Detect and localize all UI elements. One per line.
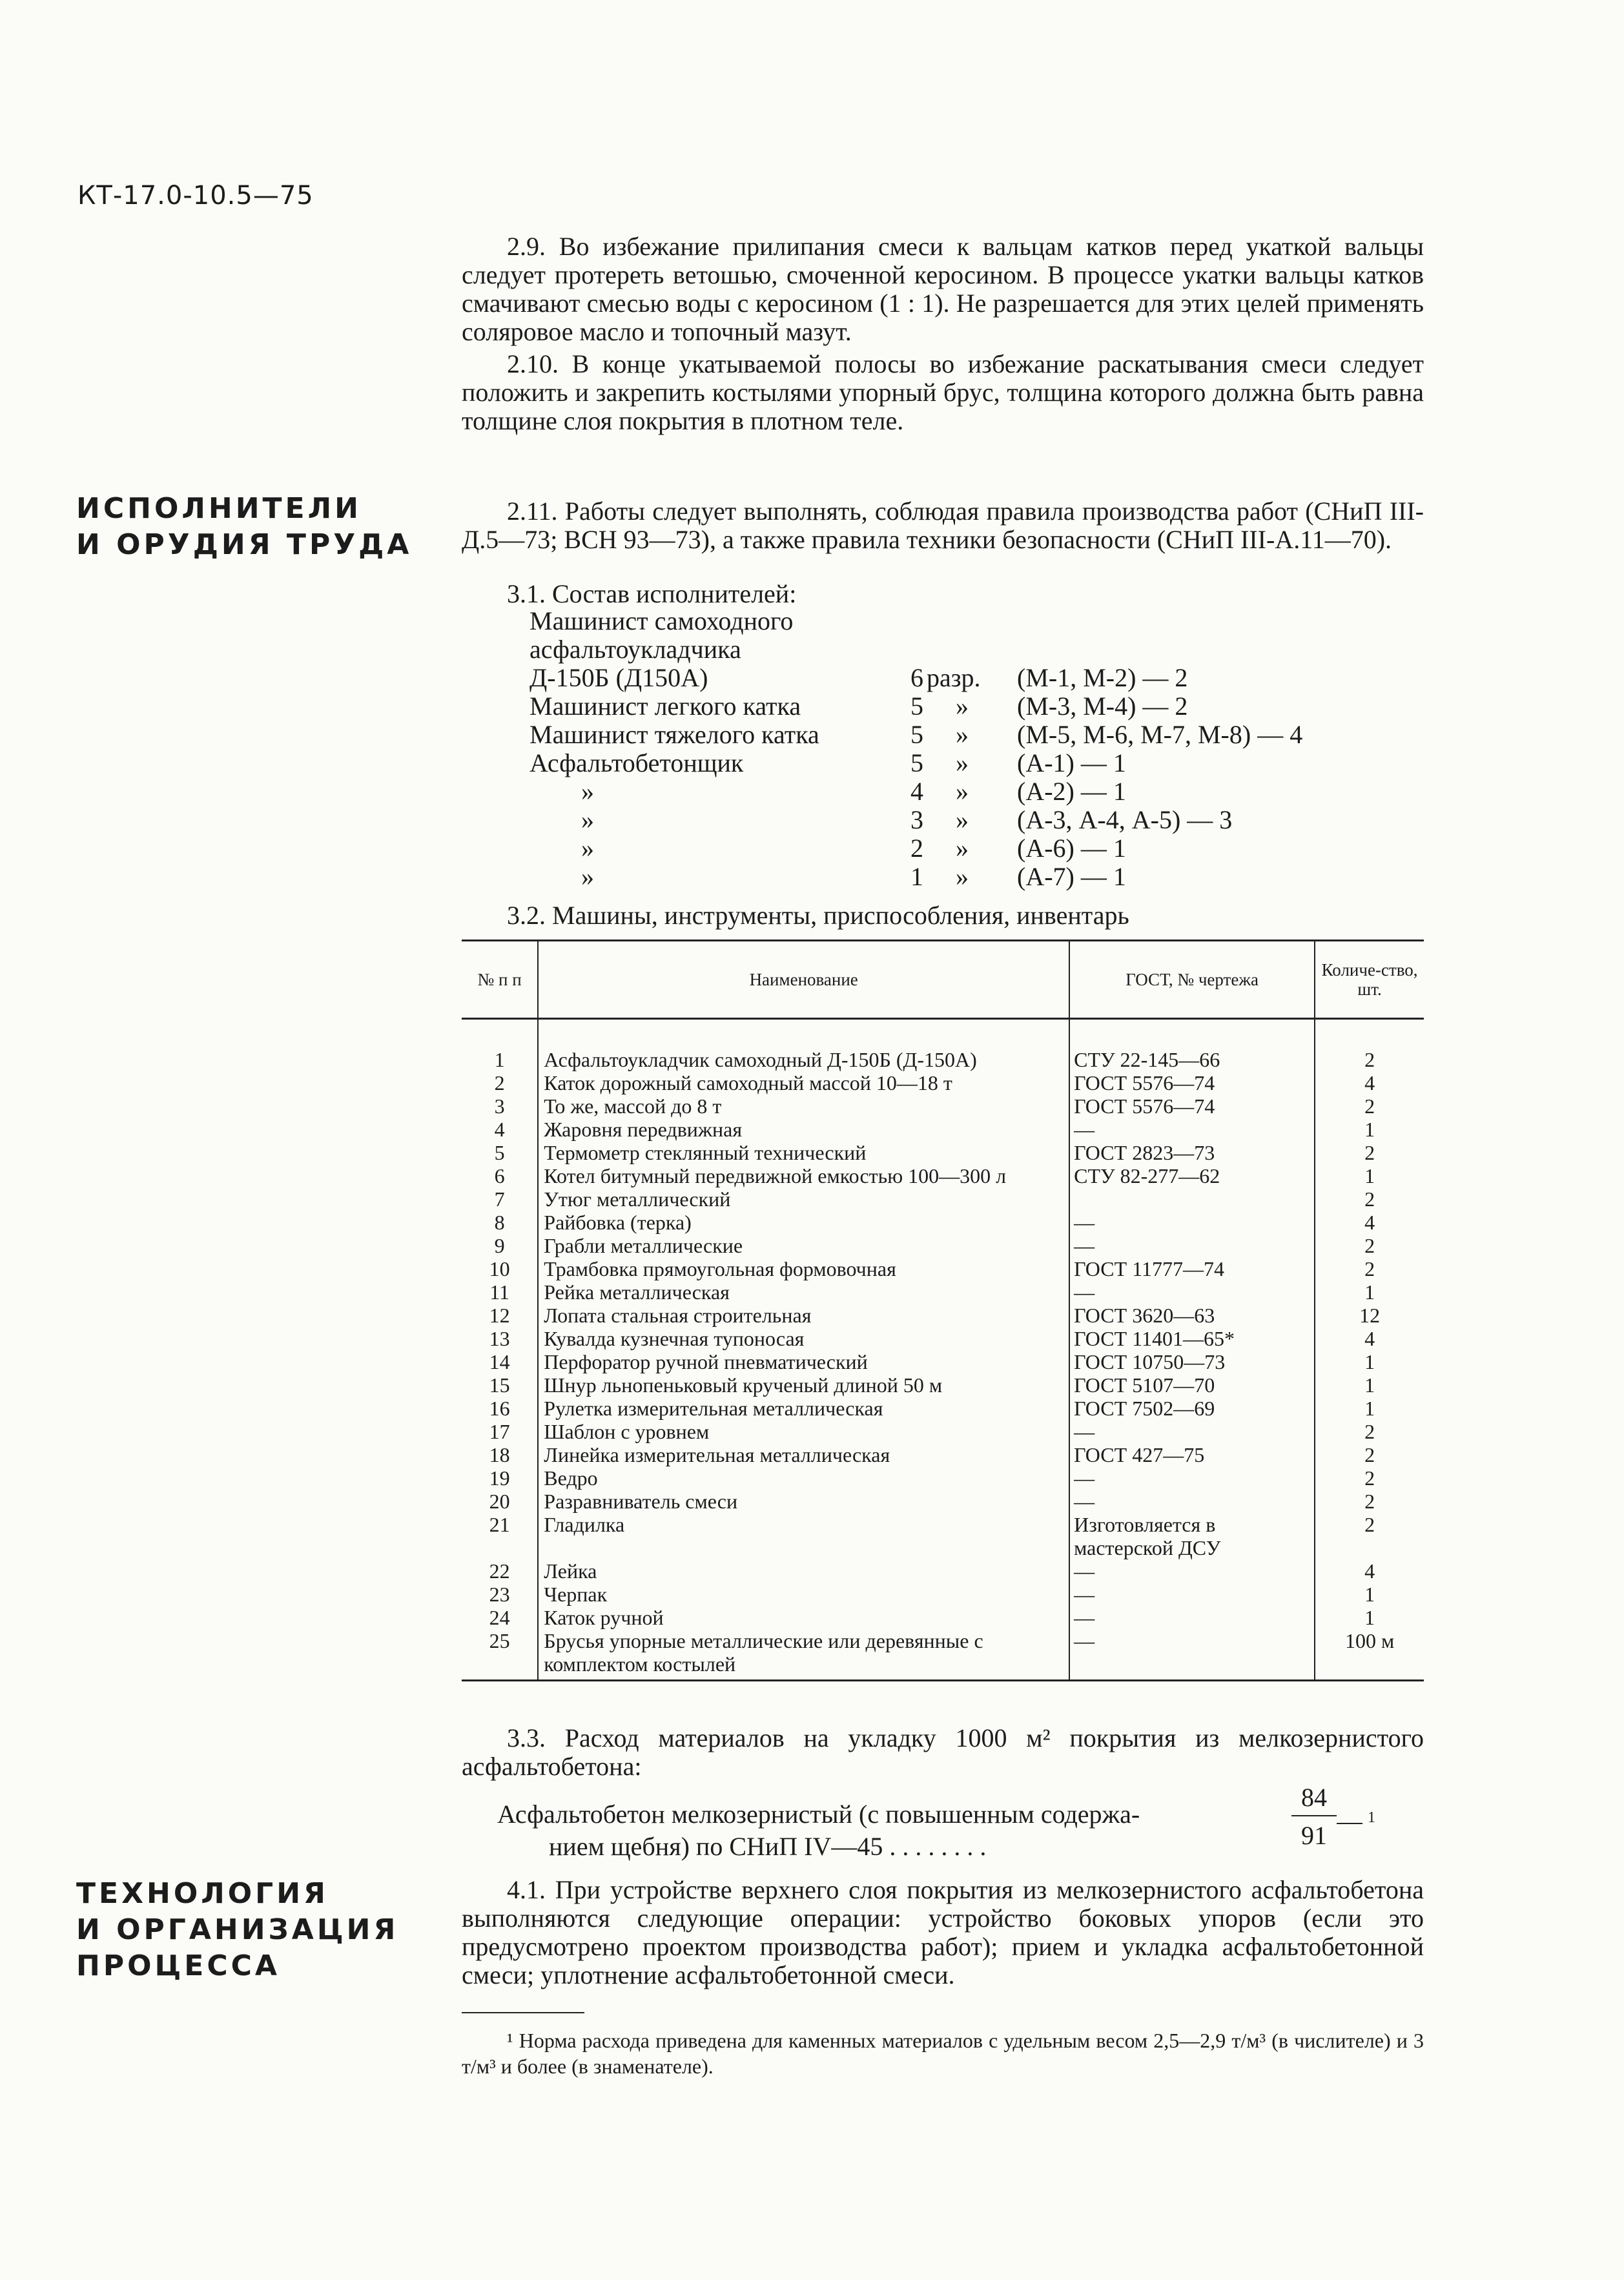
- table-row: [462, 1350, 1424, 1373]
- worker-grade: 3: [910, 805, 923, 834]
- item-gost: —: [1069, 1234, 1315, 1257]
- item-name: Каток дорожный самоходный массой 10—18 т: [538, 1071, 1069, 1094]
- paragraph-2-9: 2.9. Во избежание прилипания смеси к вальцам катков перед укаткой вальцы следует протереть ветошью, смоченной керосином. В процессе укатки вальцы катков смачивают смесью воды с керосином (1 : 1). Не разрешается для этих целей применять соляровое масло и топочный мазут.: [462, 232, 1424, 346]
- worker-unit: »: [956, 777, 969, 806]
- table-row: [462, 1606, 1424, 1629]
- item-quantity: 2: [1364, 1513, 1375, 1536]
- item-quantity: 4: [1364, 1559, 1375, 1583]
- fraction-numerator: 84: [1291, 1782, 1337, 1816]
- row-number: 23: [462, 1583, 538, 1606]
- item-gost: —: [1069, 1629, 1315, 1681]
- table-row: [462, 1373, 1424, 1397]
- table-row: [462, 1280, 1424, 1304]
- paragraph-3-3: 3.3. Расход материалов на укладку 1000 м² покрытия из мелкозернистого асфальтобетона:: [462, 1723, 1424, 1781]
- table-row: [462, 1629, 1424, 1681]
- item-name: Черпак: [538, 1583, 1069, 1606]
- table-row: [462, 1071, 1424, 1094]
- row-number: 8: [462, 1211, 538, 1234]
- footnote-divider: [462, 2012, 584, 2013]
- table-row: [462, 1118, 1424, 1141]
- table-row: [462, 1443, 1424, 1466]
- item-gost: —: [1069, 1280, 1315, 1304]
- item-quantity: 2: [1364, 1234, 1375, 1257]
- item-gost: [1069, 1187, 1315, 1211]
- item-name: Рулетка измерительная металлическая: [538, 1397, 1069, 1420]
- row-number: 6: [462, 1164, 538, 1187]
- table-row: [462, 1211, 1424, 1234]
- worker-name: »: [581, 862, 594, 891]
- worker-unit: »: [956, 692, 969, 721]
- table-row: [462, 1490, 1424, 1513]
- table-row: [462, 1164, 1424, 1187]
- item-name: Кувалда кузнечная тупоносая: [538, 1327, 1069, 1350]
- item-gost: ГОСТ 10750—73: [1069, 1350, 1315, 1373]
- table-row: [462, 1141, 1424, 1164]
- document-code: КТ-17.0-10.5—75: [77, 181, 314, 211]
- table-row: [462, 1187, 1424, 1211]
- item-gost: ГОСТ 5107—70: [1069, 1373, 1315, 1397]
- item-name: Линейка измерительная металлическая: [538, 1443, 1069, 1466]
- worker-codes: (А-7) — 1: [1017, 862, 1126, 891]
- worker-unit: »: [956, 834, 969, 863]
- item-quantity: 100 м: [1315, 1629, 1424, 1681]
- row-number: 7: [462, 1187, 538, 1211]
- row-number: 19: [462, 1466, 538, 1490]
- heading-line: И ОРГАНИЗАЦИЯ: [76, 1913, 399, 1946]
- row-number: 2: [462, 1071, 538, 1094]
- item-name: Ведро: [538, 1466, 1069, 1490]
- row-number: 25: [462, 1629, 538, 1681]
- item-quantity: 2: [1364, 1141, 1375, 1164]
- item-gost: ГОСТ 5576—74: [1069, 1071, 1315, 1094]
- item-gost: ГОСТ 427—75: [1069, 1443, 1315, 1466]
- item-name: Утюг металлический: [538, 1187, 1069, 1211]
- worker-name: асфальтоукладчика: [529, 635, 741, 664]
- worker-name: »: [581, 777, 594, 806]
- item-gost: ГОСТ 5576—74: [1069, 1094, 1315, 1118]
- item-name: Трамбовка прямоугольная формовочная: [538, 1257, 1069, 1280]
- row-number: 16: [462, 1397, 538, 1420]
- row-number: 12: [462, 1304, 538, 1327]
- item-gost: —: [1069, 1118, 1315, 1141]
- item-name: Лейка: [538, 1559, 1069, 1583]
- heading-line: ПРОЦЕССА: [76, 1949, 280, 1982]
- header-gost: ГОСТ, № чертежа: [1069, 941, 1315, 1019]
- item-quantity: 2: [1364, 1187, 1375, 1211]
- worker-codes: (М-5, М-6, М-7, М-8) — 4: [1017, 720, 1303, 749]
- heading-line: И ОРУДИЯ ТРУДА: [76, 528, 413, 561]
- row-number: 20: [462, 1490, 538, 1513]
- worker-name: Машинист тяжелого катка: [529, 720, 819, 749]
- table-row: [462, 1327, 1424, 1350]
- worker-name: »: [581, 834, 594, 863]
- item-name: Грабли металлические: [538, 1234, 1069, 1257]
- paragraph-3-2: 3.2. Машины, инструменты, приспособления, инвентарь: [507, 901, 1129, 930]
- paragraph-4-1: 4.1. При устройстве верхнего слоя покрытия из мелкозернистого асфальтобетона выполняются следующие операции: устройство боковых упоров (если это предусмотрено проектом производства работ); прием и укладка асфальтобетонной смеси; уплотнение асфальтобетонной смеси.: [462, 1875, 1424, 1989]
- table-row: [462, 1466, 1424, 1490]
- worker-codes: (М-1, М-2) — 2: [1017, 663, 1188, 692]
- item-quantity: 4: [1364, 1071, 1375, 1094]
- worker-grade: 5: [910, 692, 923, 721]
- worker-unit: »: [956, 862, 969, 891]
- table-row: [462, 1304, 1424, 1327]
- row-number: 9: [462, 1234, 538, 1257]
- fraction-denominator: 91: [1301, 1821, 1327, 1850]
- item-quantity: 2: [1364, 1048, 1375, 1071]
- row-number: 14: [462, 1350, 538, 1373]
- item-name: Брусья упорные металлические или деревянные с комплектом костылей: [538, 1629, 1069, 1681]
- worker-unit: »: [956, 748, 969, 777]
- worker-grade: 4: [910, 777, 923, 806]
- item-gost: ГОСТ 2823—73: [1069, 1141, 1315, 1164]
- header-number: № п п: [462, 941, 538, 1019]
- paragraph-2-11: 2.11. Работы следует выполнять, соблюдая правила производства работ (СНиП III-Д.5—73; ВСН 93—73), а также правила техники безопасности (СНиП III-А.11—70).: [462, 497, 1424, 554]
- item-quantity: 1: [1364, 1583, 1375, 1606]
- row-number: 13: [462, 1327, 538, 1350]
- equipment-table: [462, 940, 1424, 1681]
- row-number: 11: [462, 1280, 538, 1304]
- item-quantity: 1: [1364, 1606, 1375, 1629]
- item-name: Райбовка (терка): [538, 1211, 1069, 1234]
- item-name: Каток ручной: [538, 1606, 1069, 1629]
- row-number: 5: [462, 1141, 538, 1164]
- item-quantity: 12: [1359, 1304, 1381, 1327]
- item-name: Жаровня передвижная: [538, 1118, 1069, 1141]
- item-name: Разравниватель смеси: [538, 1490, 1069, 1513]
- table-row: [462, 1397, 1424, 1420]
- material-line-1: Асфальтобетон мелкозернистый (с повышенным содержа-: [497, 1800, 1140, 1829]
- table-row: [462, 1257, 1424, 1280]
- item-quantity: 1: [1364, 1373, 1375, 1397]
- row-number: 10: [462, 1257, 538, 1280]
- item-quantity: 4: [1364, 1327, 1375, 1350]
- worker-codes: (А-2) — 1: [1017, 777, 1126, 806]
- row-number: 24: [462, 1606, 538, 1629]
- item-gost: —: [1069, 1559, 1315, 1583]
- worker-grade: 5: [910, 720, 923, 749]
- worker-codes: (А-3, А-4, А-5) — 3: [1017, 805, 1233, 834]
- footnote-text: ¹ Норма расхода приведена для каменных материалов с удельным весом 2,5—2,9 т/м³ (в числителе) и 3 т/м³ и более (в знаменателе).: [462, 2029, 1424, 2078]
- section-heading-technology: [76, 1876, 398, 1984]
- consumption-fraction: [1291, 1782, 1337, 1851]
- item-gost: Изготовляется в мастерской ДСУ: [1069, 1513, 1315, 1559]
- item-quantity: 1: [1364, 1280, 1375, 1304]
- item-gost: —: [1069, 1420, 1315, 1443]
- table-row: [462, 1094, 1424, 1118]
- worker-name: Машинист самоходного: [529, 606, 794, 635]
- item-gost: СТУ 82-277—62: [1069, 1164, 1315, 1187]
- item-name: Шаблон с уровнем: [538, 1420, 1069, 1443]
- item-name: Рейка металлическая: [538, 1280, 1069, 1304]
- worker-grade: 6: [910, 663, 923, 692]
- header-name: Наименование: [538, 941, 1069, 1019]
- item-gost: —: [1069, 1466, 1315, 1490]
- item-gost: ГОСТ 3620—63: [1069, 1304, 1315, 1327]
- footnote: [462, 2028, 1424, 2079]
- row-number: 22: [462, 1559, 538, 1583]
- item-name: Лопата стальная строительная: [538, 1304, 1069, 1327]
- worker-name: Машинист легкого катка: [529, 692, 801, 721]
- section-heading-performers: [76, 491, 412, 563]
- item-name: Котел битумный передвижной емкостью 100—300 л: [538, 1164, 1069, 1187]
- row-number: 15: [462, 1373, 538, 1397]
- worker-grade: 5: [910, 748, 923, 777]
- item-name: То же, массой до 8 т: [538, 1094, 1069, 1118]
- material-line-2: нием щебня) по СНиП IV—45 . . . . . . . .: [549, 1832, 987, 1861]
- table-header-row: [462, 941, 1424, 1019]
- item-gost: ГОСТ 11777—74: [1069, 1257, 1315, 1280]
- worker-unit: »: [956, 720, 969, 749]
- paragraph-3-1: 3.1. Состав исполнителей:: [507, 579, 797, 608]
- item-quantity: 2: [1364, 1443, 1375, 1466]
- worker-unit: разр.: [927, 663, 981, 692]
- table-row: [462, 1420, 1424, 1443]
- item-quantity: 2: [1364, 1420, 1375, 1443]
- item-quantity: 1: [1364, 1350, 1375, 1373]
- paragraph-2-10: 2.10. В конце укатываемой полосы во избежание раскатывания смеси следует положить и закрепить костылями упорный брус, толщина которого должна быть равна толщине слоя покрытия в плотном теле.: [462, 349, 1424, 435]
- item-name: Шнур льнопеньковый крученый длиной 50 м: [538, 1373, 1069, 1397]
- item-name: Гладилка: [538, 1513, 1069, 1559]
- item-gost: —: [1069, 1211, 1315, 1234]
- item-quantity: 2: [1364, 1257, 1375, 1280]
- worker-name: »: [581, 805, 594, 834]
- item-quantity: 1: [1364, 1164, 1375, 1187]
- row-number: 4: [462, 1118, 538, 1141]
- worker-codes: (А-6) — 1: [1017, 834, 1126, 863]
- worker-grade: 1: [910, 862, 923, 891]
- table-row: [462, 1559, 1424, 1583]
- table-row: [462, 1234, 1424, 1257]
- worker-name: Асфальтобетонщик: [529, 748, 744, 777]
- item-gost: ГОСТ 11401—65*: [1069, 1327, 1315, 1350]
- worker-codes: (М-3, М-4) — 2: [1017, 692, 1188, 721]
- item-name: Асфальтоукладчик самоходный Д-150Б (Д-150А): [538, 1019, 1069, 1072]
- item-gost: СТУ 22-145—66: [1069, 1019, 1315, 1072]
- item-quantity: 2: [1364, 1490, 1375, 1513]
- worker-grade: 2: [910, 834, 923, 863]
- header-quantity: Количе-ство, шт.: [1315, 941, 1424, 1019]
- worker-name: Д-150Б (Д150А): [529, 663, 708, 692]
- table-row: [462, 1019, 1424, 1072]
- material-consumption: [497, 1798, 1140, 1863]
- heading-line: ТЕХНОЛОГИЯ: [76, 1877, 329, 1910]
- heading-line: ИСПОЛНИТЕЛИ: [76, 492, 362, 525]
- item-name: Термометр стеклянный технический: [538, 1141, 1069, 1164]
- row-number: 3: [462, 1094, 538, 1118]
- worker-codes: (А-1) — 1: [1017, 748, 1126, 777]
- item-gost: —: [1069, 1583, 1315, 1606]
- item-quantity: 4: [1364, 1211, 1375, 1234]
- table-row: [462, 1513, 1424, 1559]
- row-number: 17: [462, 1420, 538, 1443]
- fraction-extension-line: [1337, 1823, 1362, 1824]
- table-row: [462, 1583, 1424, 1606]
- item-quantity: 1: [1364, 1397, 1375, 1420]
- item-gost: ГОСТ 7502—69: [1069, 1397, 1315, 1420]
- footnote-marker: 1: [1368, 1809, 1375, 1826]
- row-number: 18: [462, 1443, 538, 1466]
- item-quantity: 2: [1364, 1466, 1375, 1490]
- row-number: 21: [462, 1513, 538, 1559]
- item-gost: —: [1069, 1490, 1315, 1513]
- item-quantity: 1: [1364, 1118, 1375, 1141]
- row-number: 1: [462, 1019, 538, 1072]
- item-name: Перфоратор ручной пневматический: [538, 1350, 1069, 1373]
- item-gost: —: [1069, 1606, 1315, 1629]
- worker-unit: »: [956, 805, 969, 834]
- item-quantity: 2: [1364, 1094, 1375, 1118]
